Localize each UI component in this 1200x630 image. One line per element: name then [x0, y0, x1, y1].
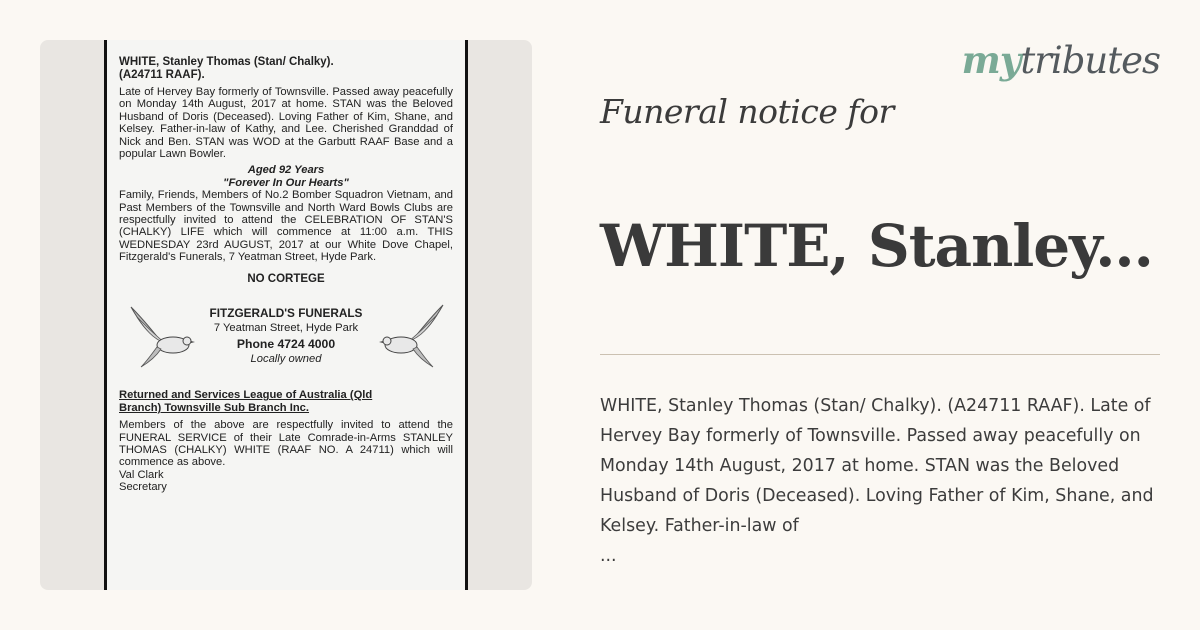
- rsl-title: Returned and Services League of Australia (Qld Branch) Townsville Sub Branch Inc.: [119, 389, 373, 415]
- funeral-director-block: [119, 299, 453, 377]
- notice-excerpt-text: WHITE, Stanley Thomas (Stan/ Chalky). (A24711 RAAF). Late of Hervey Bay formerly of Townsville. Passed away peacefully on Monday 14th August, 2017 at home. STAN was the Beloved Husband of Doris (Deceased). Loving Father of Kim, Shane, and Kelsey. Father-in-law of: [600, 396, 1154, 536]
- notice-aged: Aged 92 Years: [247, 164, 325, 177]
- funeral-director-phone: Phone 4724 4000: [236, 337, 336, 352]
- dove-icon: [379, 299, 445, 369]
- notice-image: [40, 40, 532, 590]
- notice-paragraph-3: Members of the above are respectfully invited to attend the FUNERAL SERVICE of their Late Comrade-in-Arms STANLEY THOMAS (CHALKY) WHITE (RAAF NO. A 24711) which will commence as above.: [119, 419, 453, 469]
- funeral-director-address: 7 Yeatman Street, Hyde Park: [213, 322, 359, 335]
- notice-excerpt: [600, 391, 1160, 571]
- notice-excerpt-ellipsis: ...: [600, 546, 617, 566]
- notice-label: Funeral notice for: [600, 92, 894, 131]
- notice-no-cortege: NO CORTEGE: [247, 272, 325, 285]
- signoff-name: Val Clark: [119, 468, 164, 481]
- notice-paragraph-2: Family, Friends, Members of No.2 Bomber Squadron Vietnam, and Past Members of the Townsville and North Ward Bowls Clubs are respectfully invited to attend the CELEBRATION OF STAN'S (CHALKY) LIFE which will commence at 11:00 a.m. THIS WEDNESDAY 23rd AUGUST, 2017 at our White Dove Chapel, Fitzgerald's Funerals, 7 Yeatman Street, Hyde Park.: [119, 189, 453, 264]
- notice-heading: [119, 56, 453, 82]
- notice-heading-line1: WHITE, Stanley Thomas (Stan/ Chalky).: [119, 56, 334, 68]
- funeral-director-tagline: Locally owned: [250, 353, 322, 366]
- notice-paper: [104, 40, 468, 590]
- logo-tributes: tributes: [1020, 39, 1160, 82]
- logo-my: my: [961, 38, 1021, 82]
- notice-heading-line2: (A24711 RAAF).: [119, 69, 205, 81]
- divider: [600, 354, 1160, 355]
- notice-paragraph-1: Late of Hervey Bay formerly of Townsville. Passed away peacefully on Monday 14th August, 2017 at home. STAN was the Beloved Husband of Doris (Deceased). Loving Father of Kim, Shane, and Kelsey. Father-in-law of Kathy, and Lee. Cherished Granddad of Nick and Ben. STAN was WOD at the Garbutt RAAF Base and a popular Lawn Bowler.: [119, 86, 453, 161]
- notice-quote: "Forever In Our Hearts": [223, 176, 349, 189]
- mytributes-logo[interactable]: [962, 38, 1160, 82]
- deceased-name: WHITE, Stanley...: [600, 212, 1153, 280]
- dove-icon: [129, 299, 195, 369]
- signoff-title: Secretary: [119, 481, 167, 494]
- funeral-director-name: FITZGERALD'S FUNERALS: [209, 306, 363, 321]
